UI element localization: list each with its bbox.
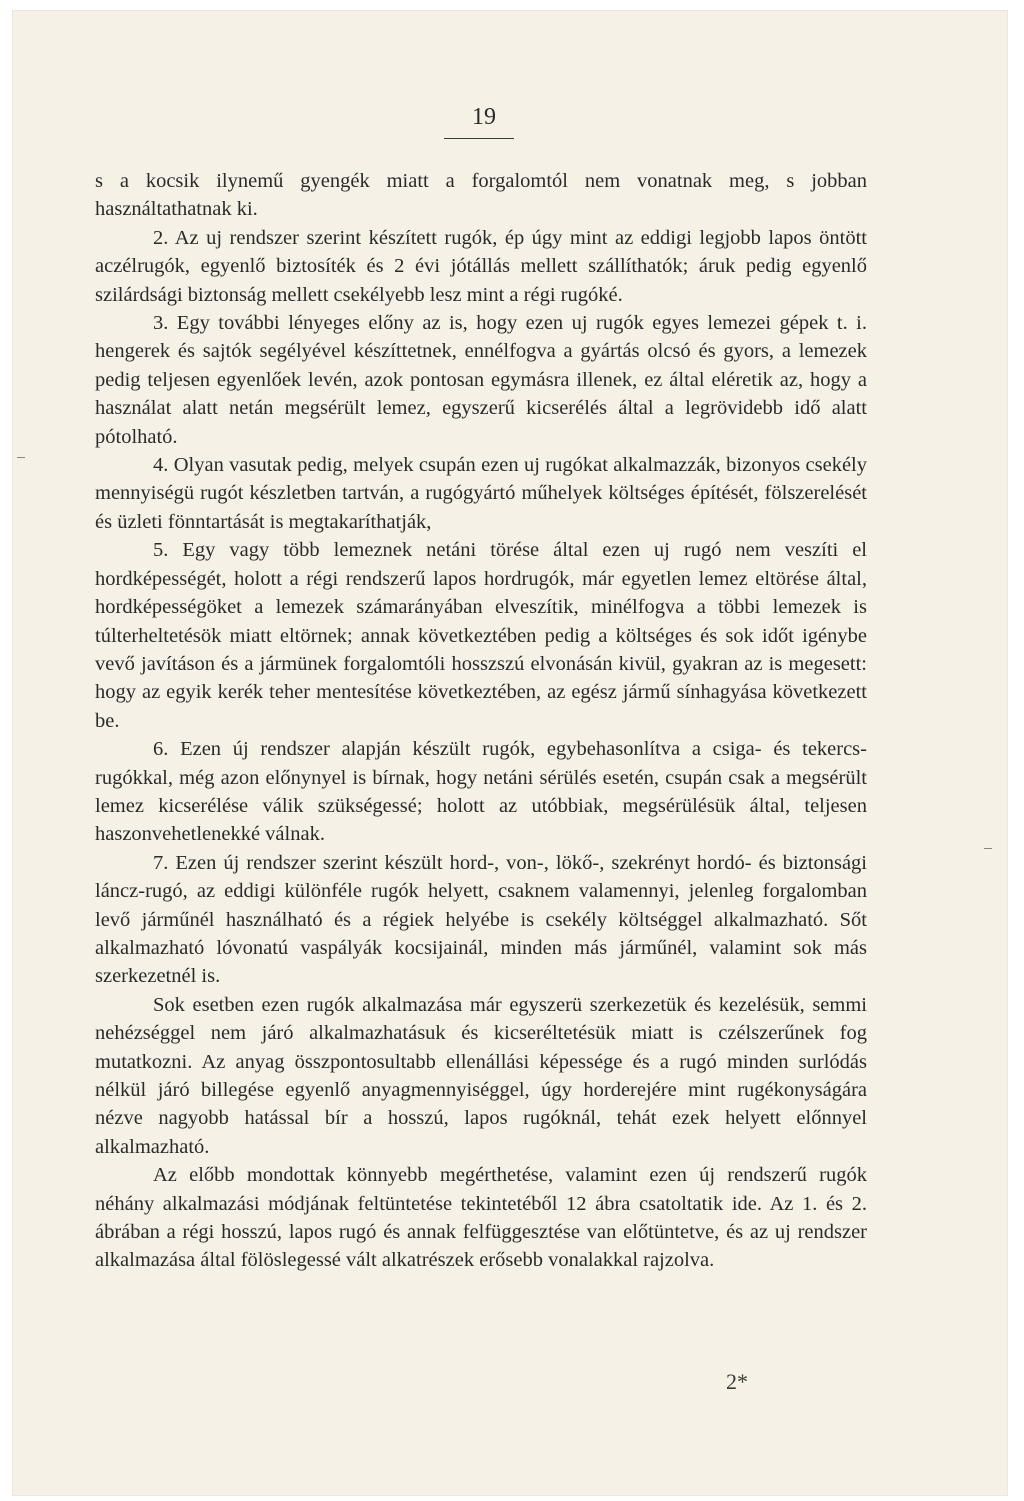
paragraph-sok-esetben: Sok esetben ezen rugók alkalmazása már egyszerü szerkezetük és kezelésük, semmi nehézséggel nem járó alkalmazhatásuk és kicseréltetésük miatt is czélszerűnek fog mutatkozni. Az anyag összpontosultabb ellenállási képessége és a rugó minden surlódás nélkül járó billegése egyenlő anyagmennyiséggel, úgy horderejére mint rugékonyságára nézve nagyobb hatással bír a hosszú, lapos rugóknál, tehát ezek helyett előnnyel alkalmazható.: [95, 993, 867, 1158]
paragraph-5: 5. Egy vagy több lemeznek netáni törése által ezen uj rugó nem veszíti el hordképességét, holott a régi rendszerű lapos hordrugók, már egyetlen lemez eltörése által, hordképességöket a lemezek számarányában elveszítik, minélfogva a többi lemezek is túlterheltetésök miatt eltörnek; annak következtében pedig a költséges és sok időt igénybe vevő javításon és a jármünek forgalomtóli hosszszú elvonásán kivül, gyakran az is megesett: hogy az egyik kerék teher mentesítése következtében, az egész jármű sínhagyása következett be.: [95, 539, 867, 732]
paragraph-4: 4. Olyan vasutak pedig, melyek csupán ezen uj rugókat alkalmazzák, bizonyos csekély mennyiségü rugót készletben tartván, a rugógyártó műhelyek költséges építését, fölszerelését és üzleti fönntartását is megtakaríthatják,: [95, 454, 867, 533]
paragraph-az-elobb: Az előbb mondottak könnyebb megérthetése, valamint ezen új rendszerű rugók néhány alkalmazási módjának feltüntetése tekintetéből 12 ábra csatoltatik ide. Az 1. és 2. ábrában a régi hosszú, lapos rugó és annak felfüggesztése van előtüntetve, és az uj rendszer alkalmazása által fölöslegessé vált alkatrészek erősebb vonalakkal rajzolva.: [95, 1164, 867, 1272]
margin-mark: [984, 848, 992, 849]
page-number: 19: [472, 104, 496, 130]
printer-signature-mark: 2*: [726, 1369, 748, 1394]
paragraph-3: 3. Egy további lényeges előny az is, hogy ezen uj rugók egyes lemezei gépek t. i. hengerek és sajtók segélyével készíttetnek, ennélfogva a gyártás olcsó és gyors, a lemezek pedig teljesen egyenlőek levén, azok pontosan egymásra illenek, ez által eléretik az, hogy a használat alatt netán megsérült lemez, egyszerű kicserélés által a legrövidebb idő alatt pótolható.: [95, 312, 867, 448]
paragraph-7: 7. Ezen új rendszer szerint készült hord-, von-, lökő-, szekrényt hordó- és biztonsági láncz-rugó, az eddigi különféle rugók helyett, csaknem valamennyi, jelenleg forgalomban levő járműnél használható és a régiek helyébe is csekély költséggel alkalmazható. Sőt alkalmazható lóvonatú vaspályák kocsijainál, minden más járműnél, valamint sok más szerkezetnél is.: [95, 851, 867, 988]
page-number-rule: [444, 138, 514, 139]
body-text: [95, 167, 867, 1275]
paragraph-2: 2. Az uj rendszer szerint készített rugók, ép úgy mint az eddigi legjobb lapos öntött aczélrugók, egyenlő biztosíték és 2 évi jótállás mellett szállíthatók; áruk pedig egyenlő szilárdsági biztonság mellett csekélyebb lesz mint a régi rugóké.: [95, 226, 867, 306]
margin-mark: [17, 457, 25, 458]
paragraph-continuation: s a kocsik ilynemű gyengék miatt a forgalomtól nem vonatnak meg, s jobban használtathatnak ki.: [95, 170, 867, 221]
document-page: [12, 10, 1008, 1496]
paragraph-6: 6. Ezen új rendszer alapján készült rugók, egybehasonlítva a csiga- és tekercs-rugókkal, még azon előnynyel is bírnak, hogy netáni sérülés esetén, csupán csak a megsérült lemez kicserélése válik szükségessé; holott az utóbbiak, megsérülésük által, teljesen haszonvehetlenekké válnak.: [95, 738, 867, 846]
